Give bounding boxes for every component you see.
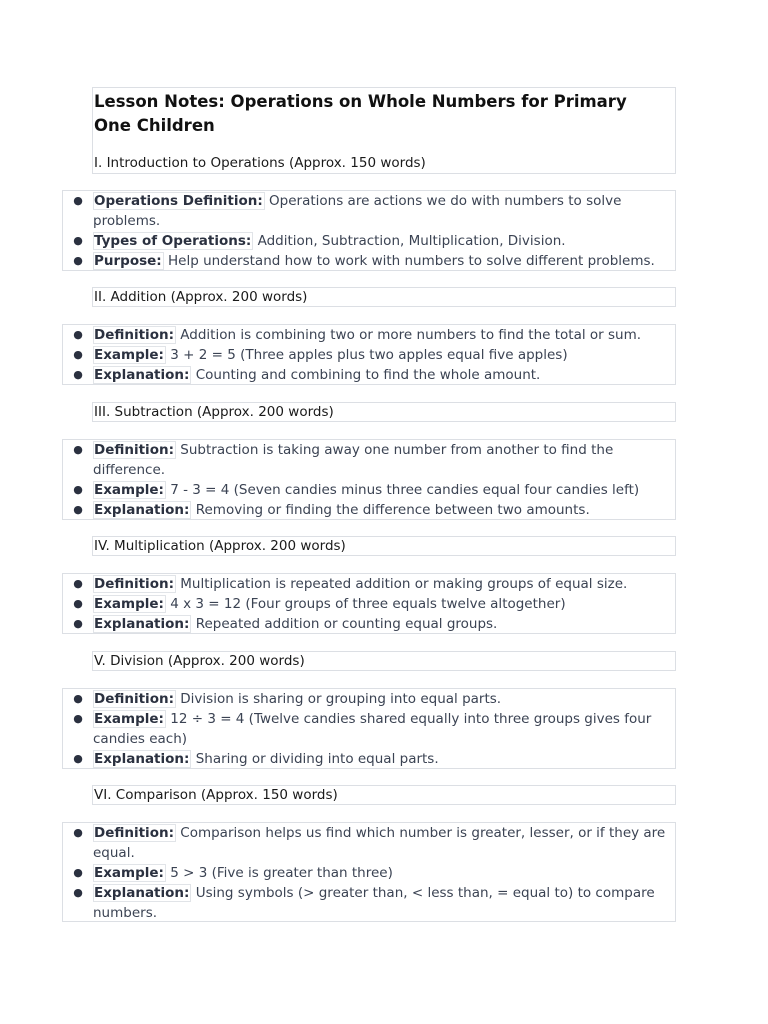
list-item [73, 191, 668, 231]
item-text: Subtraction is taking away one number from another to find the difference. [93, 442, 614, 478]
list-item [73, 251, 668, 271]
item-term: Definition: [94, 442, 174, 458]
item-text: Comparison helps us find which number is greater, lesser, or if they are equal. [93, 825, 666, 861]
item-term: Explanation: [94, 885, 190, 901]
section-heading-subtraction: III. Subtraction (Approx. 200 words) [92, 402, 676, 422]
item-text: Counting and combining to find the whole amount. [191, 367, 541, 383]
bullet-icon: ● [73, 194, 83, 207]
item-text: Addition, Subtraction, Multiplication, Division. [253, 233, 566, 249]
item-term: Types of Operations: [94, 233, 252, 249]
list-item [73, 594, 668, 614]
item-text: Addition is combining two or more numbers to find the total or sum. [175, 327, 642, 343]
list-item [73, 749, 668, 769]
bullet-icon: ● [73, 617, 83, 630]
bullet-icon: ● [73, 826, 83, 839]
item-text: Sharing or dividing into equal parts. [191, 751, 439, 767]
item-text: Division is sharing or grouping into equal parts. [175, 691, 502, 707]
document-title: Lesson Notes: Operations on Whole Numbers for Primary One Children [94, 92, 627, 135]
item-term: Explanation: [94, 616, 190, 632]
bullet-icon: ● [73, 692, 83, 705]
item-text: Using symbols (> greater than, < less than, = equal to) to compare numbers. [93, 885, 655, 921]
item-term: Example: [94, 711, 164, 727]
list-item [73, 440, 668, 480]
bullet-icon: ● [73, 503, 83, 516]
bullet-icon: ● [73, 483, 83, 496]
item-term: Explanation: [94, 751, 190, 767]
item-term: Definition: [94, 825, 174, 841]
section-heading-addition: II. Addition (Approx. 200 words) [92, 287, 676, 307]
item-text: 3 + 2 = 5 (Three apples plus two apples equal five apples) [165, 347, 568, 363]
item-text: Repeated addition or counting equal groups. [191, 616, 498, 632]
bullet-icon: ● [73, 712, 83, 725]
item-term: Explanation: [94, 502, 190, 518]
bullet-icon: ● [73, 348, 83, 361]
list-item [73, 480, 668, 500]
item-text: Operations are actions we do with numbers to solve problems. [93, 193, 622, 229]
bullet-icon: ● [73, 234, 83, 247]
list-item [73, 614, 668, 634]
item-text: Help understand how to work with numbers to solve different problems. [163, 253, 655, 269]
bullet-icon: ● [73, 254, 83, 267]
list-introduction [62, 190, 676, 271]
list-item [73, 231, 668, 251]
title-block [92, 87, 676, 174]
bullet-icon: ● [73, 328, 83, 341]
list-addition [62, 324, 676, 385]
list-item [73, 574, 668, 594]
bullet-icon: ● [73, 866, 83, 879]
bullet-icon: ● [73, 752, 83, 765]
item-text: 7 - 3 = 4 (Seven candies minus three candies equal four candies left) [165, 482, 640, 498]
list-division [62, 688, 676, 769]
bullet-icon: ● [73, 577, 83, 590]
item-text: Multiplication is repeated addition or making groups of equal size. [175, 576, 628, 592]
item-text: 4 x 3 = 12 (Four groups of three equals twelve altogether) [165, 596, 566, 612]
bullet-icon: ● [73, 443, 83, 456]
list-multiplication [62, 573, 676, 634]
section-heading-multiplication: IV. Multiplication (Approx. 200 words) [92, 536, 676, 556]
bullet-icon: ● [73, 597, 83, 610]
item-term: Example: [94, 482, 164, 498]
list-item [73, 863, 668, 883]
item-term: Example: [94, 865, 164, 881]
item-text: 12 ÷ 3 = 4 (Twelve candies shared equally into three groups gives four candies each) [93, 711, 652, 747]
item-term: Example: [94, 596, 164, 612]
list-item [73, 345, 668, 365]
list-item [73, 500, 668, 520]
item-term: Explanation: [94, 367, 190, 383]
list-item [73, 325, 668, 345]
list-item [73, 689, 668, 709]
item-term: Definition: [94, 576, 174, 592]
list-item [73, 823, 668, 863]
bullet-icon: ● [73, 368, 83, 381]
item-term: Definition: [94, 327, 174, 343]
section-heading-introduction: I. Introduction to Operations (Approx. 150 words) [94, 155, 426, 171]
item-term: Purpose: [94, 253, 162, 269]
section-heading-comparison: VI. Comparison (Approx. 150 words) [92, 785, 676, 805]
item-term: Definition: [94, 691, 174, 707]
item-term: Operations Definition: [94, 193, 263, 209]
section-heading-division: V. Division (Approx. 200 words) [92, 651, 676, 671]
list-item [73, 709, 668, 749]
list-item [73, 883, 668, 923]
list-item [73, 365, 668, 385]
list-comparison [62, 822, 676, 922]
item-text: 5 > 3 (Five is greater than three) [165, 865, 393, 881]
list-subtraction [62, 439, 676, 520]
item-term: Example: [94, 347, 164, 363]
item-text: Removing or finding the difference between two amounts. [191, 502, 590, 518]
bullet-icon: ● [73, 886, 83, 899]
